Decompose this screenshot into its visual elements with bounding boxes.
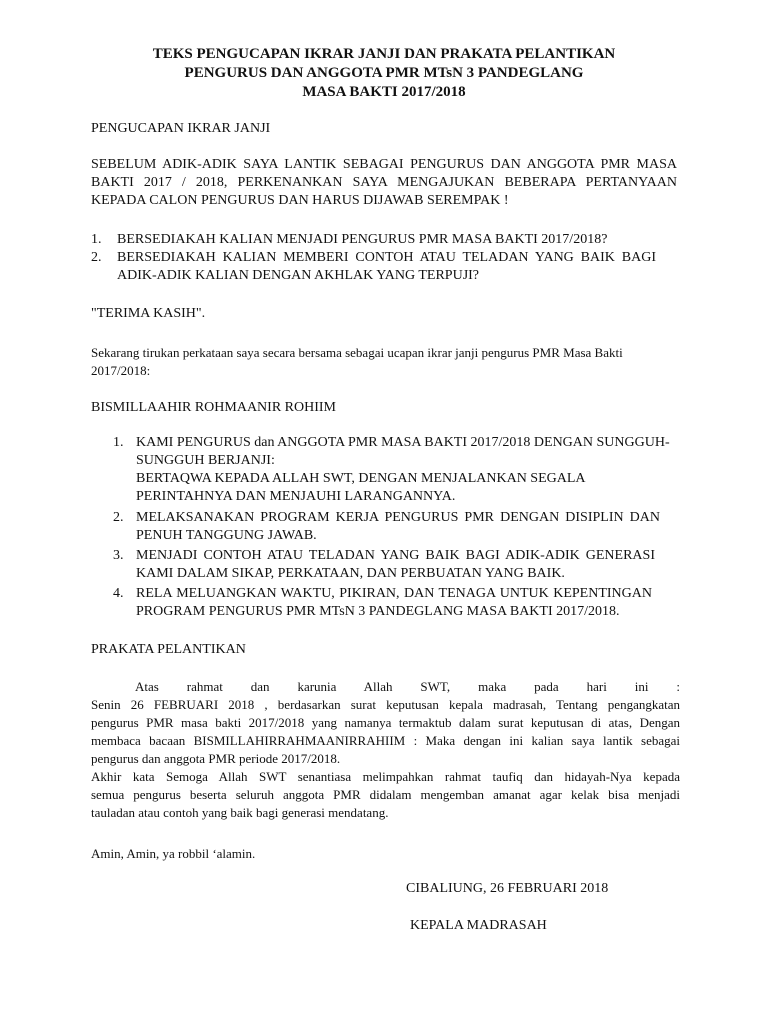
pledge-line: MELAKSANAKAN PROGRAM KERJA PENGURUS PMR DENGAN DISIPLIN DAN bbox=[136, 510, 660, 525]
intro-line-2: BAKTI 2017 / 2018, PERKENANKAN SAYA MENGAJUKAN BEBERAPA PERTANYAAN bbox=[91, 175, 677, 190]
question-number: 2. bbox=[91, 250, 102, 265]
pledge-number: 4. bbox=[113, 586, 124, 601]
signature-position: KEPALA MADRASAH bbox=[410, 918, 547, 933]
bismillah-text: BISMILLAAHIR ROHMAANIR ROHIIM bbox=[91, 400, 336, 415]
paragraph-line: tauladan atau contoh yang baik bagi generasi mendatang. bbox=[91, 805, 389, 820]
thanks-text: "TERIMA KASIH". bbox=[91, 306, 206, 321]
instruction-line-1: Sekarang tirukan perkataan saya secara bersama sebagai ucapan ikrar janji pengurus PMR Masa Bakti bbox=[91, 345, 623, 360]
document-title-line-1: TEKS PENGUCAPAN IKRAR JANJI DAN PRAKATA PELANTIKAN bbox=[152, 46, 616, 62]
pledge-line: PROGRAM PENGURUS PMR MTsN 3 PANDEGLANG MASA BAKTI 2017/2018. bbox=[136, 604, 620, 619]
pledge-number: 3. bbox=[113, 548, 124, 563]
paragraph-line: Senin 26 FEBRUARI 2018 , berdasarkan surat keputusan kepala madrasah, Tentang pengangkatan bbox=[91, 697, 680, 712]
pledge-line: KAMI PENGURUS dan ANGGOTA PMR MASA BAKTI 2017/2018 DENGAN SUNGGUH- bbox=[136, 435, 670, 450]
question-number: 1. bbox=[91, 232, 102, 247]
signature-place-date: CIBALIUNG, 26 FEBRUARI 2018 bbox=[406, 881, 609, 896]
intro-line-3: KEPADA CALON PENGURUS DAN HARUS DIJAWAB SEREMPAK ! bbox=[91, 193, 509, 208]
pledge-line: PERINTAHNYA DAN MENJAUHI LARANGANNYA. bbox=[136, 489, 456, 504]
pledge-line: KAMI DALAM SIKAP, PERKATAAN, DAN PERBUATAN YANG BAIK. bbox=[136, 566, 565, 581]
closing-text: Amin, Amin, ya robbil ‘alamin. bbox=[91, 846, 256, 861]
question-line: BERSEDIAKAH KALIAN MENJADI PENGURUS PMR MASA BAKTI 2017/2018? bbox=[117, 232, 608, 247]
pledge-line: RELA MELUANGKAN WAKTU, PIKIRAN, DAN TENAGA UNTUK KEPENTINGAN bbox=[136, 586, 652, 601]
pledge-line: PENUH TANGGUNG JAWAB. bbox=[136, 528, 317, 543]
paragraph-line: Atas rahmat dan karunia Allah SWT, maka pada hari ini : bbox=[135, 679, 680, 694]
section-heading-ikrar: PENGUCAPAN IKRAR JANJI bbox=[91, 121, 271, 136]
pledge-number: 1. bbox=[113, 435, 124, 450]
paragraph-line: semua pengurus beserta seluruh anggota PMR didalam mengemban amanat agar kelak bisa menjadi bbox=[91, 787, 680, 802]
document-title-line-2: PENGURUS DAN ANGGOTA PMR MTsN 3 PANDEGLANG bbox=[184, 65, 584, 81]
question-line: BERSEDIAKAH KALIAN MEMBERI CONTOH ATAU TELADAN YANG BAIK BAGI bbox=[117, 250, 656, 265]
paragraph-line: pengurus dan anggota PMR periode 2017/2018. bbox=[91, 751, 341, 766]
pledge-number: 2. bbox=[113, 510, 124, 525]
paragraph-line: membaca bacaan BISMILLAHIRRAHMAANIRRAHIIM : Maka dengan ini kalian saya lantik sebagai bbox=[91, 733, 680, 748]
intro-line-1: SEBELUM ADIK-ADIK SAYA LANTIK SEBAGAI PENGURUS DAN ANGGOTA PMR MASA bbox=[91, 157, 677, 172]
paragraph-line: Akhir kata Semoga Allah SWT senantiasa melimpahkan rahmat taufiq dan hidayah-Nya kepada bbox=[91, 769, 680, 784]
pledge-line: SUNGGUH BERJANJI: bbox=[136, 453, 275, 468]
question-line: ADIK-ADIK KALIAN DENGAN AKHLAK YANG TERPUJI? bbox=[117, 268, 480, 283]
pledge-line: BERTAQWA KEPADA ALLAH SWT, DENGAN MENJALANKAN SEGALA bbox=[136, 471, 586, 486]
pledge-line: MENJADI CONTOH ATAU TELADAN YANG BAIK BAGI ADIK-ADIK GENERASI bbox=[136, 548, 655, 563]
paragraph-line: pengurus PMR masa bakti 2017/2018 yang namanya termaktub dalam surat keputusan di atas, Dengan bbox=[91, 715, 680, 730]
instruction-line-2: 2017/2018: bbox=[91, 363, 151, 378]
section-heading-prakata: PRAKATA PELANTIKAN bbox=[91, 642, 246, 657]
document-title-line-3: MASA BAKTI 2017/2018 bbox=[302, 84, 466, 100]
